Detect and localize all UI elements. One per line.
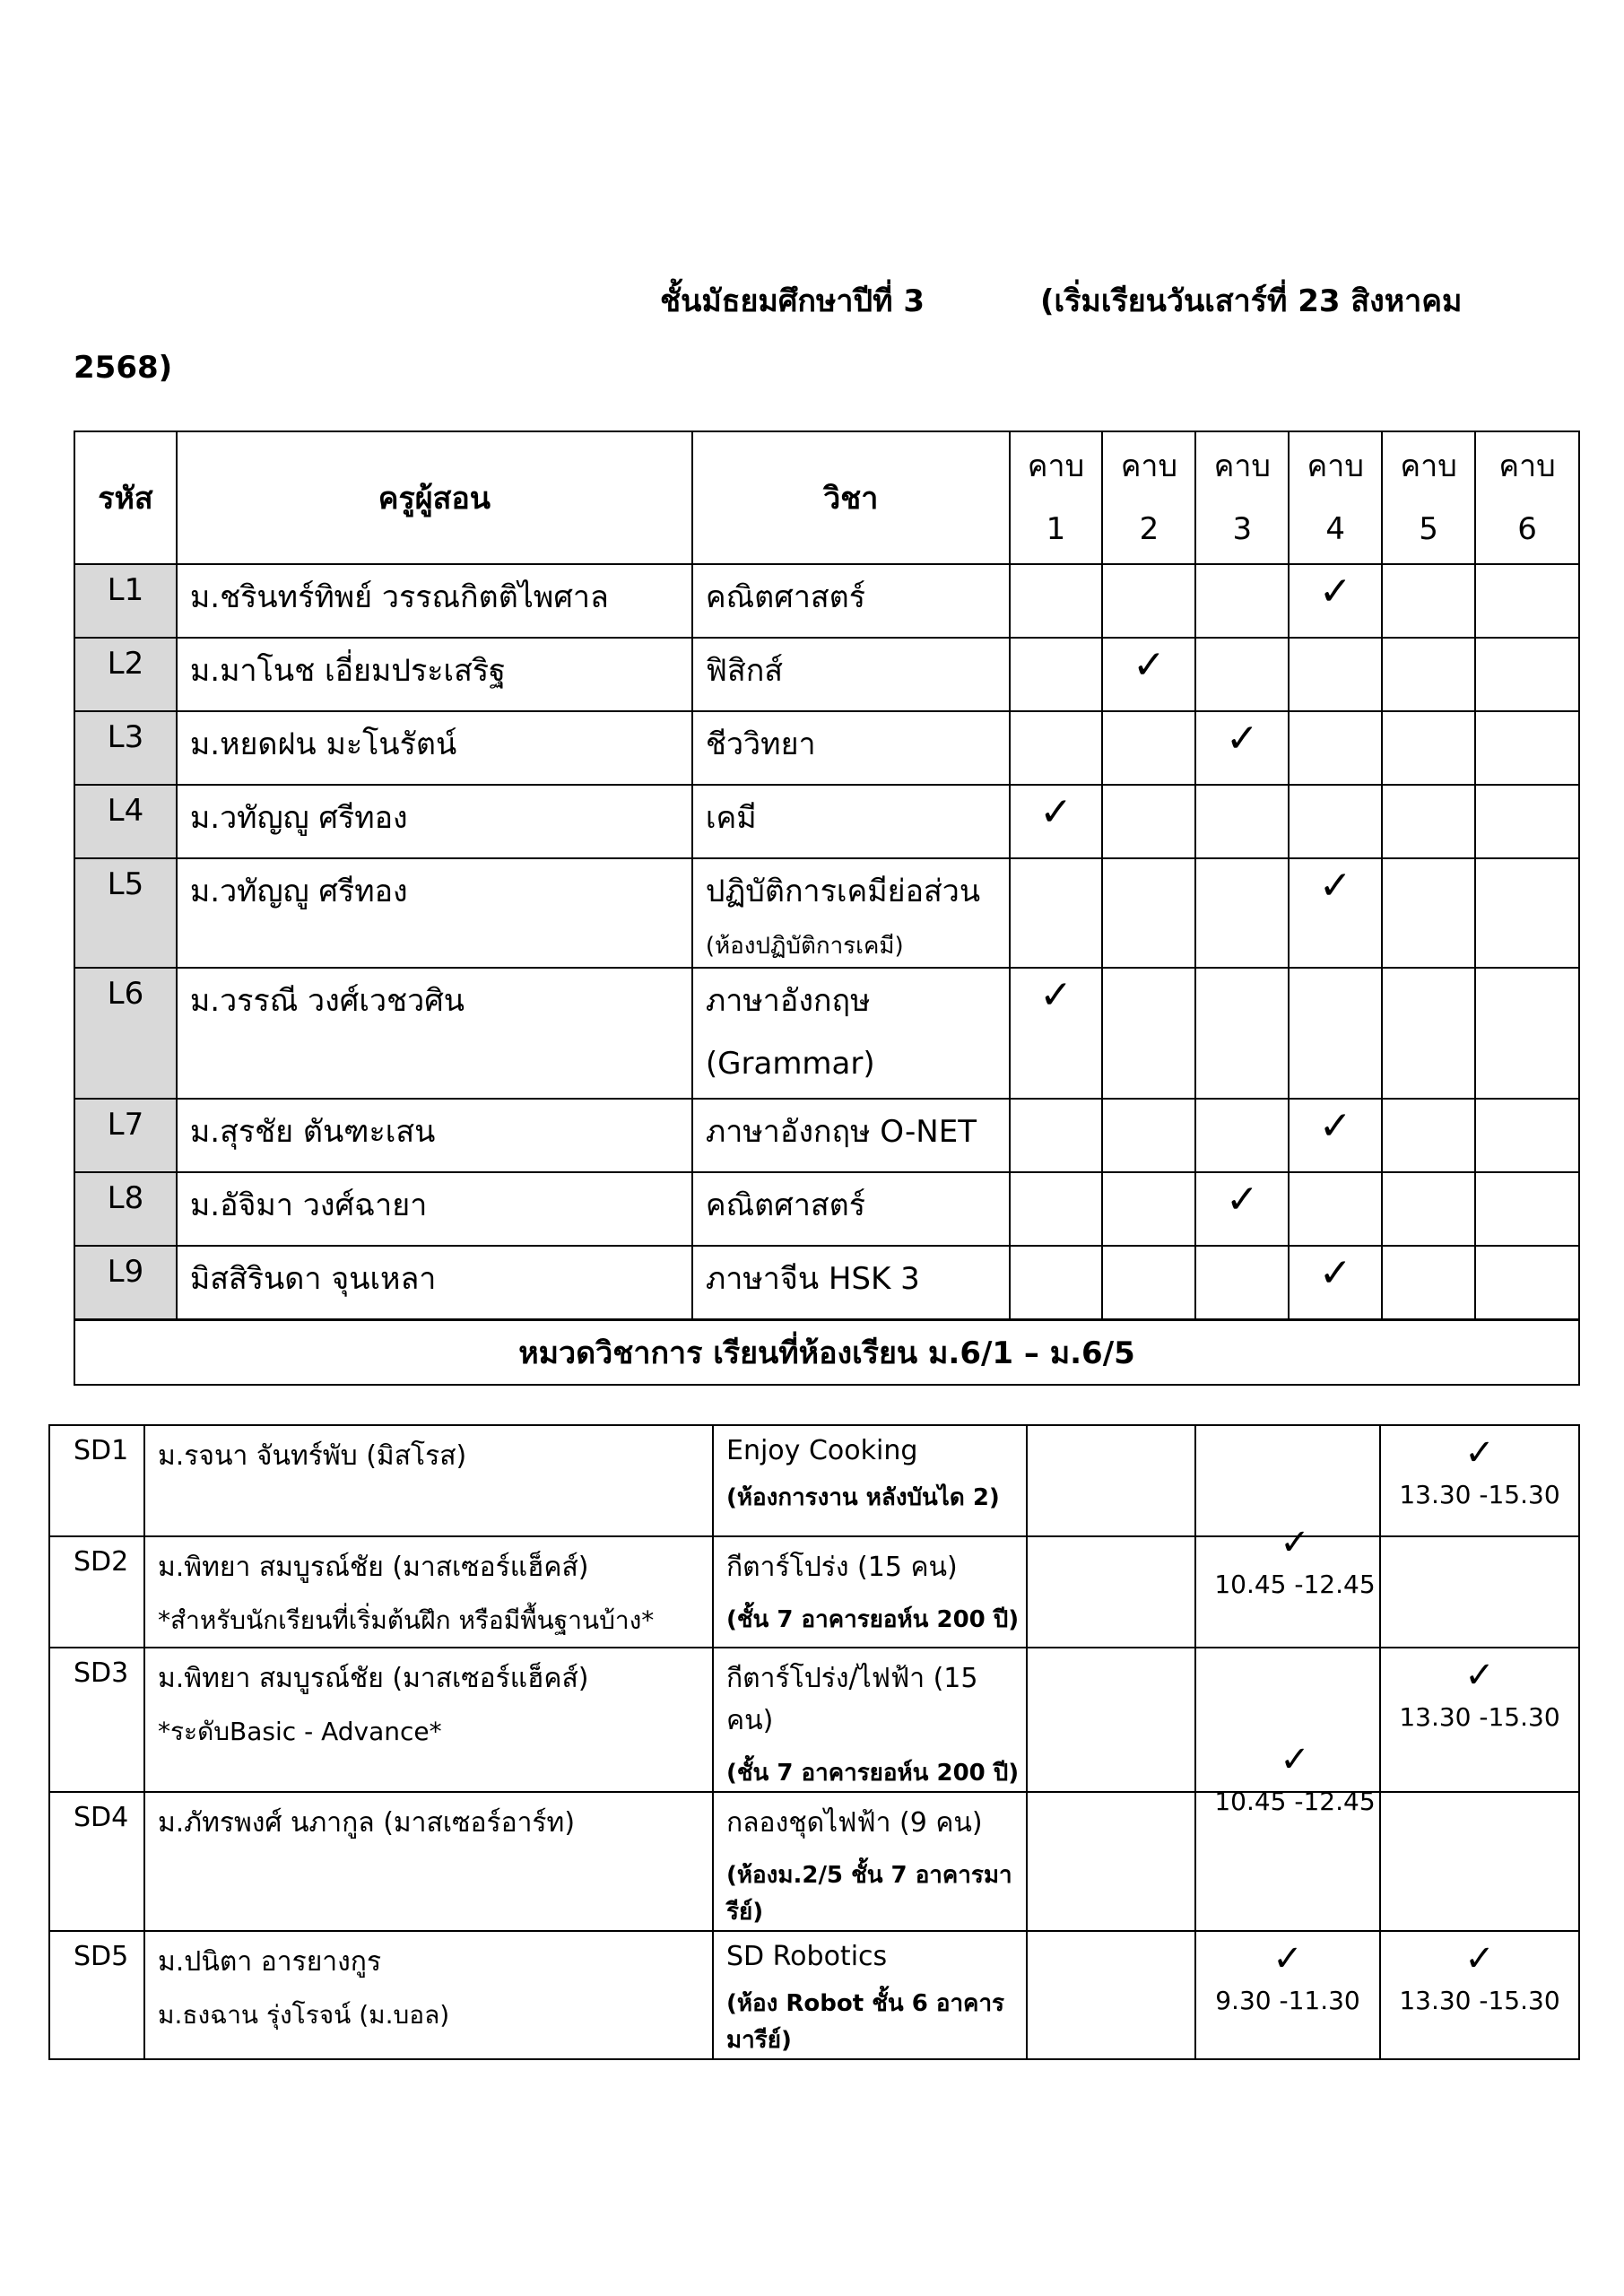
room-note: (ห้องปฏิบัติการเคมี) [705, 933, 904, 960]
time-slot-cell [1380, 1425, 1579, 1536]
period-cell [1475, 638, 1579, 711]
teacher-name: ม.ชรินทร์ทิพย์ วรรณกิตติไพศาล [177, 564, 692, 638]
check-icon: ✓ [1464, 1432, 1495, 1474]
period-6-header: คาบ 6 [1475, 431, 1579, 564]
time-range: 13.30 -15.30 [1399, 1480, 1560, 1509]
check-icon: ✓ [1318, 863, 1352, 909]
activity-subject-cell [713, 1931, 1027, 2059]
check-icon: ✓ [1318, 569, 1352, 614]
period-cell [1382, 1246, 1475, 1320]
check-icon: ✓ [1280, 1739, 1310, 1780]
period-cell [1475, 968, 1579, 1099]
period-cell [1475, 711, 1579, 785]
period-cell [1382, 1099, 1475, 1172]
time-slot-cell [1195, 1931, 1380, 2059]
table-row [74, 968, 1579, 1099]
time-range: 13.30 -15.30 [1399, 1986, 1560, 2015]
period-cell [1010, 1246, 1103, 1320]
activity-teacher-2: ม.ธงฉาน รุ่งโรจน์ (ม.บอล) [158, 2000, 450, 2030]
period-5-header: คาบ 5 [1382, 431, 1475, 564]
time-slot-cell [1380, 1931, 1579, 2059]
check-icon: ✓ [1225, 716, 1259, 761]
period-cell [1010, 858, 1103, 968]
teacher-name: ม.วรรณี วงศ์เวชวศิน [177, 968, 692, 1099]
check-icon: ✓ [1039, 789, 1073, 835]
check-icon: ✓ [1225, 1177, 1259, 1222]
period-cell [1475, 564, 1579, 638]
period-cell [1382, 858, 1475, 968]
activity-room: (ห้องการงาน หลังบันได 2) [726, 1484, 1000, 1511]
period-cell [1475, 1172, 1579, 1246]
activity-code: SD2 [49, 1536, 144, 1648]
period-1-header: คาบ 1 [1010, 431, 1103, 564]
time-slot-overlay [1205, 1739, 1385, 1816]
table-row [74, 1099, 1579, 1172]
activity-subject-cell [713, 1425, 1027, 1536]
course-code: L4 [74, 785, 177, 858]
code-header: รหัส [74, 431, 177, 564]
period-cell [1195, 1099, 1289, 1172]
period-cell [1010, 968, 1103, 1099]
subject-cell [692, 968, 1010, 1099]
period-cell [1102, 711, 1195, 785]
subject-cell [692, 858, 1010, 968]
time-slot-cell [1380, 1792, 1579, 1931]
activity-note: *ระดับBasic - Advance* [158, 1717, 442, 1746]
period-cell [1010, 1172, 1103, 1246]
period-cell [1195, 711, 1289, 785]
period-cell [1102, 638, 1195, 711]
course-code: L5 [74, 858, 177, 968]
subject-line2: (Grammar) [705, 1046, 875, 1082]
period-3-header: คาบ 3 [1195, 431, 1289, 564]
period-cell [1102, 564, 1195, 638]
period-cell [1289, 564, 1382, 638]
period-4-header: คาบ 4 [1289, 431, 1382, 564]
activity-code: SD4 [49, 1792, 144, 1931]
activity-teacher: ม.พิทยา สมบูรณ์ชัย (มาสเซอร์แฮ็คส์) [158, 1552, 589, 1583]
start-date-year: 2568) [74, 350, 173, 386]
period-cell [1289, 711, 1382, 785]
period-cell [1102, 785, 1195, 858]
activity-code: SD1 [49, 1425, 144, 1536]
activity-teacher: ม.ปนิตา อารยางกูร [158, 1946, 382, 1978]
period-cell [1102, 968, 1195, 1099]
teacher-header: ครูผู้สอน [177, 431, 692, 564]
page-title: ชั้นมัธยมศึกษาปีที่ 3 [660, 283, 925, 319]
activity-room: (ห้อง Robot ชั้น 6 อาคารมารีย์) [726, 1990, 1005, 2054]
time-range: 10.45 -12.45 [1214, 1570, 1376, 1599]
period-cell [1010, 638, 1103, 711]
teacher-name: มิสสิรินดา จุนเหลา [177, 1246, 692, 1320]
course-code: L1 [74, 564, 177, 638]
period-cell [1475, 1099, 1579, 1172]
course-code: L2 [74, 638, 177, 711]
activity-teacher-cell [144, 1648, 713, 1792]
period-cell [1382, 711, 1475, 785]
period-cell [1289, 785, 1382, 858]
time-slot-cell [1380, 1648, 1579, 1792]
table-row [74, 638, 1579, 711]
period-cell [1195, 968, 1289, 1099]
activity-teacher-cell [144, 1536, 713, 1648]
period-cell [1195, 638, 1289, 711]
activity-teacher: ม.พิทยา สมบูรณ์ชัย (มาสเซอร์แฮ็คส์) [158, 1663, 589, 1694]
check-icon: ✓ [1132, 642, 1166, 688]
activity-subject: กลองชุดไฟฟ้า (9 คน) [726, 1807, 983, 1839]
period-cell [1382, 785, 1475, 858]
activity-room: (ชั้น 7 อาคารยอห์น 200 ปี) [726, 1760, 1020, 1787]
period-cell [1289, 1099, 1382, 1172]
period-cell [1195, 858, 1289, 968]
subject-name: ฟิสิกส์ [692, 638, 1010, 711]
course-code: L6 [74, 968, 177, 1099]
teacher-name: ม.หยดฝน มะโนรัตน์ [177, 711, 692, 785]
course-code: L7 [74, 1099, 177, 1172]
period-cell [1102, 858, 1195, 968]
period-cell [1195, 1172, 1289, 1246]
table-footer-note: หมวดวิชาการ เรียนที่ห้องเรียน ม.6/1 – ม.6/5 [74, 1320, 1579, 1386]
period-cell [1010, 785, 1103, 858]
course-code: L3 [74, 711, 177, 785]
period-cell [1102, 1099, 1195, 1172]
subject-name: ภาษาจีน HSK 3 [692, 1246, 1010, 1320]
subject-name: เคมี [692, 785, 1010, 858]
check-icon: ✓ [1464, 1655, 1495, 1696]
activity-subject-cell [713, 1792, 1027, 1931]
activity-subject-cell [713, 1536, 1027, 1648]
check-icon: ✓ [1039, 972, 1073, 1018]
period-cell [1475, 1246, 1579, 1320]
period-cell [1289, 1246, 1382, 1320]
check-icon: ✓ [1272, 1938, 1303, 1979]
activity-subject: Enjoy Cooking [726, 1435, 918, 1466]
table-row [74, 711, 1579, 785]
header-row [74, 431, 1579, 564]
time-slot-cell [1027, 1792, 1195, 1931]
subject-name: ปฏิบัติการเคมีย่อส่วน [705, 874, 981, 909]
activity-subject: SD Robotics [726, 1941, 888, 1972]
main-schedule-table [74, 430, 1580, 1386]
table-row [74, 858, 1579, 968]
check-icon: ✓ [1464, 1938, 1495, 1979]
period-cell [1010, 564, 1103, 638]
activity-teacher-cell [144, 1931, 713, 2059]
teacher-name: ม.วทัญญู ศรีทอง [177, 858, 692, 968]
time-slot-cell [1195, 1425, 1380, 1536]
period-cell [1289, 1172, 1382, 1246]
period-cell [1010, 1099, 1103, 1172]
footer-row [74, 1320, 1579, 1386]
subject-name: ภาษาอังกฤษ O-NET [692, 1099, 1010, 1172]
time-slot-overlay [1205, 1522, 1385, 1599]
time-range: 9.30 -11.30 [1215, 1986, 1360, 2015]
activity-teacher: ม.ภัทรพงศ์ นภากูล (มาสเซอร์อาร์ท) [144, 1792, 713, 1931]
activity-code: SD5 [49, 1931, 144, 2059]
activity-teacher: ม.รจนา จันทร์พับ (มิสโรส) [144, 1425, 713, 1536]
time-slot-cell [1027, 1536, 1195, 1648]
period-2-header: คาบ 2 [1102, 431, 1195, 564]
check-icon: ✓ [1280, 1522, 1310, 1563]
table-row [49, 1931, 1579, 2059]
period-cell [1382, 968, 1475, 1099]
teacher-name: ม.วทัญญู ศรีทอง [177, 785, 692, 858]
time-range: 13.30 -15.30 [1399, 1702, 1560, 1732]
period-cell [1010, 711, 1103, 785]
activity-room: (ห้องม.2/5 ชั้น 7 อาคารมารีย์) [726, 1862, 1012, 1926]
period-cell [1102, 1246, 1195, 1320]
table-row [74, 1246, 1579, 1320]
period-cell [1382, 564, 1475, 638]
period-cell [1195, 1246, 1289, 1320]
time-slot-cell [1027, 1648, 1195, 1792]
period-cell [1382, 638, 1475, 711]
time-slot-cell [1380, 1536, 1579, 1648]
period-cell [1289, 858, 1382, 968]
check-icon: ✓ [1318, 1250, 1352, 1296]
period-cell [1289, 968, 1382, 1099]
period-cell [1475, 785, 1579, 858]
start-date-text: (เริ่มเรียนวันเสาร์ที่ 23 สิงหาคม [1040, 283, 1463, 319]
activity-code: SD3 [49, 1648, 144, 1792]
course-code: L8 [74, 1172, 177, 1246]
activity-subject: กีตาร์โปร่ง/ไฟฟ้า (15 คน) [726, 1663, 978, 1736]
subject-header: วิชา [692, 431, 1010, 564]
period-cell [1195, 564, 1289, 638]
activity-subject: กีตาร์โปร่ง (15 คน) [726, 1552, 958, 1583]
table-row [74, 785, 1579, 858]
subject-name: คณิตศาสตร์ [692, 564, 1010, 638]
period-cell [1289, 638, 1382, 711]
period-cell [1475, 858, 1579, 968]
period-cell [1102, 1172, 1195, 1246]
teacher-name: ม.อัจิมา วงศ์ฉายา [177, 1172, 692, 1246]
course-code: L9 [74, 1246, 177, 1320]
time-range: 10.45 -12.45 [1214, 1787, 1376, 1816]
activity-subject-cell [713, 1648, 1027, 1792]
activity-note: *สำหรับนักเรียนที่เริ่มต้นฝึก หรือมีพื้นฐานบ้าง* [158, 1605, 655, 1635]
period-cell [1382, 1172, 1475, 1246]
subject-name: ภาษาอังกฤษ [705, 983, 871, 1019]
teacher-name: ม.สุรชัย ตันฑะเสน [177, 1099, 692, 1172]
table-row [49, 1425, 1579, 1536]
time-slot-cell [1027, 1425, 1195, 1536]
subject-name: ชีววิทยา [692, 711, 1010, 785]
activity-room: (ชั้น 7 อาคารยอห์น 200 ปี) [726, 1606, 1020, 1633]
time-slot-cell [1027, 1931, 1195, 2059]
period-cell [1195, 785, 1289, 858]
table-row [74, 1172, 1579, 1246]
check-icon: ✓ [1318, 1103, 1352, 1149]
teacher-name: ม.มาโนช เอี่ยมประเสริฐ [177, 638, 692, 711]
subject-name: คณิตศาสตร์ [692, 1172, 1010, 1246]
table-row [74, 564, 1579, 638]
